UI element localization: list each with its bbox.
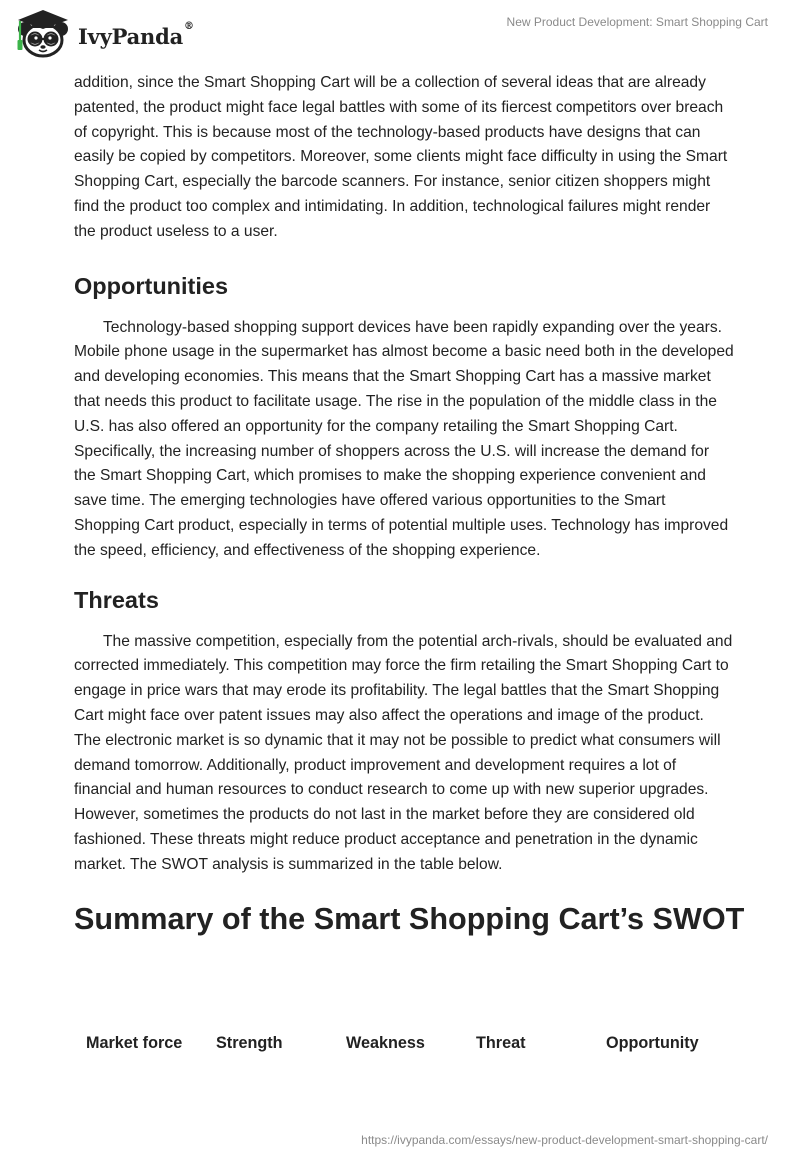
brand-name: IvyPanda® xyxy=(78,20,194,49)
article-body xyxy=(74,71,745,938)
section-heading-threats: Threats xyxy=(74,586,159,613)
source-url[interactable]: https://ivypanda.com/essays/new-product-development-smart-shopping-cart/ xyxy=(361,1133,768,1147)
brand-logo[interactable] xyxy=(14,8,194,60)
summary-title: Summary of the Smart Shopping Cart’s SWOT xyxy=(74,901,745,936)
page-header xyxy=(0,0,800,70)
section-heading-opportunities: Opportunities xyxy=(74,272,229,299)
column-header-threat: Threat xyxy=(476,1033,526,1052)
swot-summary-table xyxy=(74,1030,726,1056)
column-header-weakness: Weakness xyxy=(346,1033,425,1052)
column-header-market-force: Market force xyxy=(86,1033,183,1052)
threats-paragraph: The massive competition, especially from the potential arch-rivals, should be evaluated and corrected immediately. This competition may force the firm retailing the Smart Shopping Cart to engage in price wars that may erode its profitability. The legal battles that the Smart Shopping Cart might face over patent issues may also affect the operations and image of the product. The electronic market is so dynamic that it may not be possible to predict what consumers will demand tomorrow. Additionally, product improvement and development requires a lot of financial and human resources to conduct research to come up with new superior upgrades. However, sometimes the products do not last in the market before they are considered old fashioned. These threats might reduce product acceptance and penetration in the dynamic market. The SWOT analysis is summarized in the table below. xyxy=(74,632,733,873)
table-header-row xyxy=(74,1030,726,1056)
intro-paragraph: addition, since the Smart Shopping Cart will be a collection of several ideas that are already patented, the product might face legal battles with some of its fiercest competitors over breach of copyright. This is because most of the technology-based products have designs that can easily be copied by competitors. Moreover, some clients might face difficulty in using the Smart Shopping Cart, especially the barcode scanners. For instance, senior citizen shoppers might find the product too complex and intimidating. In addition, technological failures might render the product useless to a user. xyxy=(74,74,728,240)
column-header-strength: Strength xyxy=(216,1033,283,1052)
opportunities-paragraph: Technology-based shopping support devices have been rapidly expanding over the years. Mobile phone usage in the supermarket has almost become a basic need both in the developed and developing economies. This means that the Smart Shopping Cart has a massive market that needs this product to facilitate usage. The rise in the population of the middle class in the U.S. has also offered an opportunity for the company retailing the Smart Shopping Cart. Specifically, the increasing number of shoppers across the U.S. will increase the demand for the Smart Shopping Cart, which promises to make the shopping experience convenient and save time. The emerging technologies have offered various opportunities to the Smart Shopping Cart product, especially in terms of potential multiple uses. Technology has improved the speed, efficiency, and effectiveness of the shopping experience. xyxy=(74,318,734,559)
column-header-opportunity: Opportunity xyxy=(606,1033,699,1052)
panda-graduate-icon xyxy=(14,8,72,60)
document-title: New Product Development: Smart Shopping Cart xyxy=(506,15,768,29)
